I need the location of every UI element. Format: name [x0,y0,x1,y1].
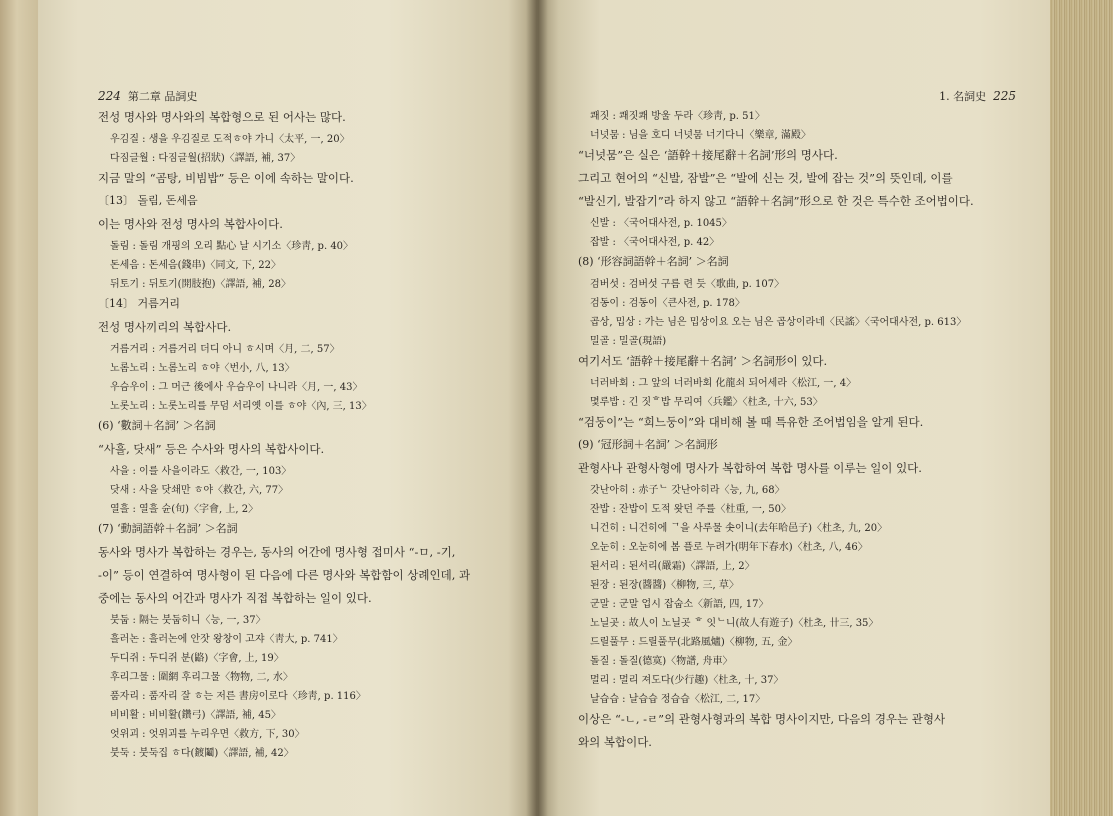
body-line: “검둥이”는 “희느둥이”와 대비해 볼 때 특유한 조어법임을 알게 된다. [578,415,924,429]
right-page [538,0,1056,816]
section-heading: (9) ‘冠形詞＋名詞’ ＞名詞形 [578,438,718,451]
section-heading: 〔14〕 거름거리 [98,297,180,310]
example-line: 너러바회 : 그 앞의 너러바회 化龍쇠 되어세라〈松江, 一, 4〉 [590,378,857,389]
body-line: “너넛뭄”은 실은 ‘語幹＋接尾辭＋名詞’形의 명사다. [578,148,838,162]
left-running-head [98,88,197,104]
example-line: 엇위괴 : 엇위괴를 누리우면〈救方, 下, 30〉 [110,729,305,740]
body-line: 전성 명사끼리의 복합사다. [98,320,232,334]
example-line: 비비활 : 비비활(鑽弓)〈譯語, 補, 45〉 [110,710,281,721]
left-page [38,0,538,816]
body-line: 관형사나 관형사형에 명사가 복합하여 복합 명사를 이루는 일이 있다. [578,461,922,475]
example-line: 검버섯 : 검버섯 구름 련 듯〈歌曲, p. 107〉 [590,279,785,290]
example-line: 몇루밥 : 긴 짓ᄒ밥 무리여〈兵鑑〉〈杜초, 十六, 53〉 [590,397,823,408]
body-line: “발신기, 발잡기”라 하지 않고 “語幹＋名詞”形으로 한 것은 특수한 조어법이다. [578,194,974,208]
section-heading: 〔13〕 돌림, 돈세음 [98,194,198,207]
section-heading: (7) ‘動詞語幹＋名詞’ ＞名詞 [98,522,238,535]
example-line: 돌림 : 돌림 개핑의 오리 點心 날 시기소〈珍靑, p. 40〉 [110,241,354,252]
example-line: 흘러논 : 흘러논에 안잣 왕창이 고쟈〈靑大, p. 741〉 [110,634,343,645]
body-line: 중에는 동사의 어간과 명사가 직접 복합하는 일이 있다. [98,591,372,605]
example-line: 돌질 : 돌질(德寞)〈物譜, 舟車〉 [590,656,733,667]
example-line: 곱상, 밉상 : 가는 님은 밉상이요 오는 님은 곱상이라네〈民謠〉〈국어대사전, p. 613〉 [590,317,967,328]
example-line: 노롬노리 : 노롬노리 ㅎ야〈번小, 八, 13〉 [110,363,295,374]
left-chapter-title: 第二章 品詞史 [127,90,198,103]
right-section-title: 1. 名詞史 [939,90,987,103]
book-right-edge [1050,0,1113,816]
body-line: 그리고 현어의 “신발, 잠발”은 “발에 신는 것, 발에 잡는 것”의 뜻인데, 이를 [578,171,953,185]
book-gutter [526,0,548,816]
body-line: 여기서도 ‘語幹＋接尾辭＋名詞’ ＞名詞形이 있다. [578,354,828,368]
example-line: 멀리 : 멀리 져도다(少行趣)〈杜초, 十, 37〉 [590,675,784,686]
example-line: 군말 : 군말 업시 잡숩소〈新語, 四, 17〉 [590,599,769,610]
example-line: 신발 : 〈국어대사전, p. 1045〉 [590,218,732,229]
example-line: 붓둑 : 붓둑집 ㅎ다(鍍鬮)〈譯語, 補, 42〉 [110,748,294,759]
example-line: 거름거리 : 거름거리 더디 아니 ㅎ시며〈月, 二, 57〉 [110,344,340,355]
body-line: “사흘, 닷새” 등은 수사와 명사의 복합사이다. [98,442,325,456]
example-line: 우슴우이 : 그 머근 後에사 우슴우이 나니라〈月, 一, 43〉 [110,382,363,393]
example-line: 품자리 : 품자리 잘 ㅎ는 저른 書房이로다〈珍靑, p. 116〉 [110,691,366,702]
example-line: 검동이 : 검동이〈큰사전, p. 178〉 [590,298,745,309]
example-line: 오눈히 : 오눈히에 봄 플로 누려가(明年下春水)〈杜초, 八, 46〉 [590,542,868,553]
body-line: 지금 말의 “곰탕, 비빔밥” 등은 이에 속하는 말이다. [98,171,354,185]
example-line: 사을 : 이를 사을이라도〈救간, 一, 103〉 [110,466,292,477]
body-line: -이” 등이 연결하여 명사형이 된 다음에 다른 명사와 복합함이 상례인데, 과 [98,568,471,582]
example-line: 잡발 : 〈국어대사전, p. 42〉 [590,237,720,248]
left-page-number: 224 [98,89,121,103]
body-line: 이상은 “-ㄴ, -ㄹ”의 관형사형과의 복합 명사이지만, 다음의 경우는 관형사 [578,712,946,726]
example-line: 쾌짓 : 쾌짓쾌 방울 두라〈珍靑, p. 51〉 [590,111,765,122]
example-line: 잔밥 : 잔밥이 도적 왓던 주를〈杜重, 一, 50〉 [590,504,791,515]
example-line: 다짐글월 : 다짐글월(招狀)〈譯語, 補, 37〉 [110,153,301,164]
example-line: 돈세음 : 돈세음(錢串)〈同文, 下, 22〉 [110,260,281,271]
example-line: 붓둡 : 隔는 붓둡히니〈능, 一, 37〉 [110,615,266,626]
example-line: 날습습 : 날습습 정습습〈松江, 二, 17〉 [590,694,766,705]
example-line: 닷새 : 사을 닷쇄만 ㅎ야〈救간, 六, 77〉 [110,485,289,496]
body-line: 이는 명사와 전성 명사의 복합사이다. [98,217,283,231]
example-line: 너넛뭄 : 님을 호디 너넛뭄 너기다니〈樂章, 滿殿〉 [590,130,811,141]
example-line: 두디쥐 : 두디쥐 분(䶅)〈字會, 上, 19〉 [110,653,284,664]
example-line: 니건히 : 니건히에 ᄀ을 사루물 솟이니(去年哈邑子)〈杜초, 九, 20〉 [590,523,888,534]
example-line: 노닐곳 : 故人이 노닐곳 ᄒ 잇ᄂ니(故人有遊子)〈杜초, 卄三, 35〉 [590,618,879,629]
example-line: 뒤토기 : 뒤토기(開肢抱)〈譯語, 補, 28〉 [110,279,291,290]
section-heading: (6) ‘數詞＋名詞’ ＞名詞 [98,419,216,432]
example-line: 열흘 : 열흘 슌(旬)〈字會, 上, 2〉 [110,504,259,515]
right-running-head [939,88,1016,104]
book-left-edge [0,0,42,816]
right-page-number: 225 [993,89,1016,103]
example-line: 갓난아히 : 赤子ᄂ 갓난아히라〈능, 九, 68〉 [590,485,785,496]
body-line: 동사와 명사가 복합하는 경우는, 동사의 어간에 명사형 접미사 “-ㅁ, -기, [98,545,456,559]
body-line: 와의 복합이다. [578,735,652,749]
example-line: 우김질 : 생을 우김질로 도적ㅎ야 가니〈太平, 一, 20〉 [110,134,350,145]
example-line: 드릴풀무 : 드릴풀무(北路風爐)〈柳物, 五, 金〉 [590,637,798,648]
example-line: 된장 : 된장(醬醬)〈柳物, 三, 草〉 [590,580,739,591]
example-line: 밀골 : 밀골(現語) [590,336,667,347]
example-line: 노롯노리 : 노롯노리를 무덤 서리옛 이를 ㅎ야〈內, 三, 13〉 [110,401,372,412]
body-line: 전성 명사와 명사와의 복합형으로 된 어사는 많다. [98,110,346,124]
section-heading: (8) ‘形容詞語幹＋名詞’ ＞名詞 [578,255,729,268]
example-line: 후리그물 : 圍網 후리그물〈物物, 二, 水〉 [110,672,293,683]
example-line: 된서리 : 된서리(嚴霜)〈譯語, 上, 2〉 [590,561,755,572]
